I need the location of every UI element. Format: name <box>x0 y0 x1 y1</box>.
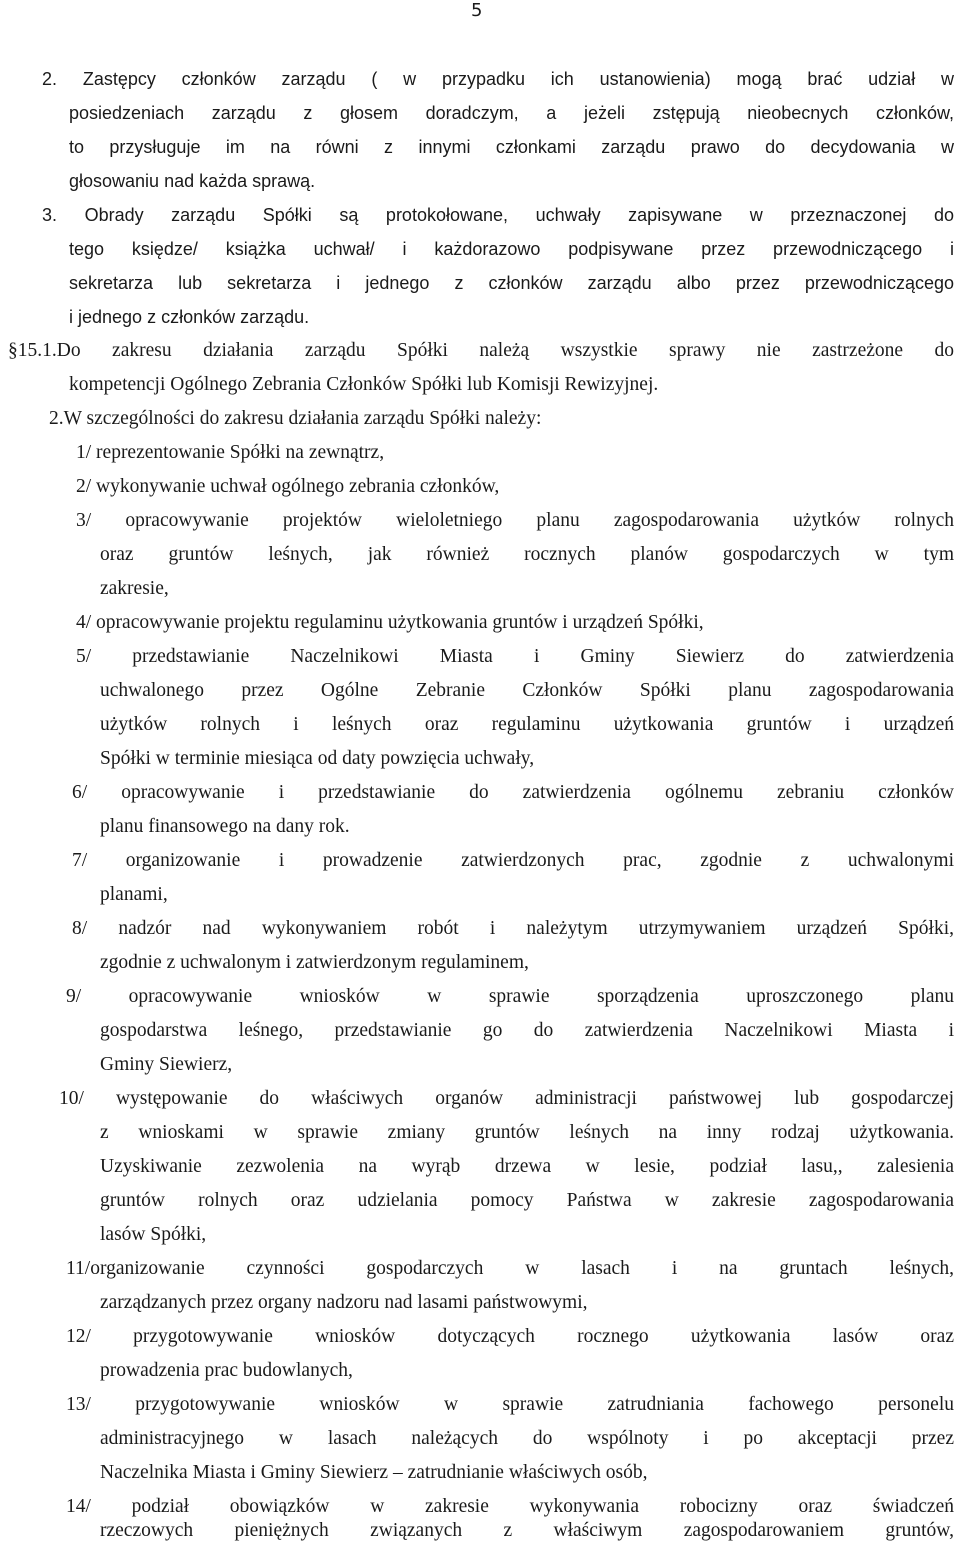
list-item: 12/ przygotowywanie wniosków dotyczących rocznego użytkowania lasów oraz <box>66 1326 954 1347</box>
list-item: 5/ przedstawianie Naczelnikowi Miasta i Gminy Siewierz do zatwierdzenia <box>76 646 954 667</box>
text-line: tego księdze/ książka uchwał/ i każdorazowo podpisywane przez przewodniczącego i <box>69 239 954 259</box>
list-item: 6/ opracowywanie i przedstawianie do zatwierdzenia ogólnemu zebraniu członków <box>72 782 954 803</box>
text-line: gospodarstwa leśnego, przedstawianie go do zatwierdzenia Naczelnikowi Miasta i <box>100 1020 954 1041</box>
text-line: uchwalonego przez Ogólne Zebranie Członków Spółki planu zagospodarowania <box>100 680 954 701</box>
list-item: 10/ występowanie do właściwych organów administracji państwowej lub gospodarczej <box>59 1088 954 1109</box>
page-number: 5 <box>471 0 483 21</box>
text-line: 2. Zastępcy członków zarządu ( w przypadku ich ustanowienia) mogą brać udział w <box>42 69 954 89</box>
text-line: to przysługuje im na równi z innymi członkami zarządu prawo do decydowania w <box>69 137 954 157</box>
text-line: rzeczowych pieniężnych związanych z właściwym zagospodarowaniem gruntów, <box>100 1520 954 1541</box>
text-line: administracyjnego w lasach należących do wspólnoty i po akceptacji przez <box>100 1428 954 1449</box>
text-line: Naczelnika Miasta i Gminy Siewierz – zatrudnianie właściwych osób, <box>100 1462 648 1483</box>
text-line: Spółki w terminie miesiąca od daty powzięcia uchwały, <box>100 748 535 769</box>
text-line: z wnioskami w sprawie zmiany gruntów leśnych na inny rodzaj użytkowania. <box>100 1122 954 1143</box>
text-line: użytków rolnych i leśnych oraz regulaminu użytkowania gruntów i urządzeń <box>100 714 954 735</box>
list-item: 2/ wykonywanie uchwał ogólnego zebrania członków, <box>76 476 500 497</box>
text-line: 2.W szczególności do zakresu działania zarządu Spółki należy: <box>49 408 542 429</box>
list-item: 4/ opracowywanie projektu regulaminu użytkowania gruntów i urządzeń Spółki, <box>76 612 704 633</box>
list-item: 7/ organizowanie i prowadzenie zatwierdzonych prac, zgodnie z uchwalonymi <box>72 850 954 871</box>
text-line: głosowaniu nad każda sprawą. <box>69 171 316 191</box>
text-line: sekretarza lub sekretarza i jednego z członków zarządu albo przez przewodniczącego <box>69 273 954 293</box>
text-line: kompetencji Ogólnego Zebrania Członków Spółki lub Komisji Rewizyjnej. <box>69 374 659 395</box>
list-item: 3/ opracowywanie projektów wieloletniego planu zagospodarowania użytków rolnych <box>76 510 954 531</box>
list-item: 9/ opracowywanie wniosków w sprawie sporządzenia uproszczonego planu <box>66 986 954 1007</box>
list-item: 13/ przygotowywanie wniosków w sprawie zatrudniania fachowego personelu <box>66 1394 954 1415</box>
text-line: gruntów rolnych oraz udzielania pomocy Państwa w zakresie zagospodarowania <box>100 1190 954 1211</box>
text-line: lasów Spółki, <box>100 1224 207 1245</box>
text-line: zarządzanych przez organy nadzoru nad lasami państwowymi, <box>100 1292 588 1313</box>
text-line: zakresie, <box>100 578 169 599</box>
text-line: i jednego z członków zarządu. <box>69 307 310 327</box>
text-line: posiedzeniach zarządu z głosem doradczym, a jeżeli zstępują nieobecnych członków, <box>69 103 954 123</box>
list-item: 8/ nadzór nad wykonywaniem robót i należytym utrzymywaniem urządzeń Spółki, <box>72 918 954 939</box>
text-line: 3. Obrady zarządu Spółki są protokołowane, uchwały zapisywane w przeznaczonej do <box>42 205 954 225</box>
text-line: oraz gruntów leśnych, jak również rocznych planów gospodarczych w tym <box>100 544 954 565</box>
text-line: Gminy Siewierz, <box>100 1054 233 1075</box>
text-line: planu finansowego na dany rok. <box>100 816 350 837</box>
list-item: 1/ reprezentowanie Spółki na zewnątrz, <box>76 442 385 463</box>
text-line: planami, <box>100 884 168 905</box>
list-item: 11/organizowanie czynności gospodarczych w lasach i na gruntach leśnych, <box>66 1258 954 1279</box>
list-item: 14/ podział obowiązków w zakresie wykonywania robocizny oraz świadczeń <box>66 1496 954 1517</box>
text-line: Uzyskiwanie zezwolenia na wyrąb drzewa w lesie, podział lasu,, zalesienia <box>100 1156 954 1177</box>
text-line: prowadzenia prac budowlanych, <box>100 1360 353 1381</box>
section-heading-line: §15.1.Do zakresu działania zarządu Spółki należą wszystkie sprawy nie zastrzeżone do <box>8 340 954 361</box>
text-line: zgodnie z uchwalonym i zatwierdzonym regulaminem, <box>100 952 529 973</box>
